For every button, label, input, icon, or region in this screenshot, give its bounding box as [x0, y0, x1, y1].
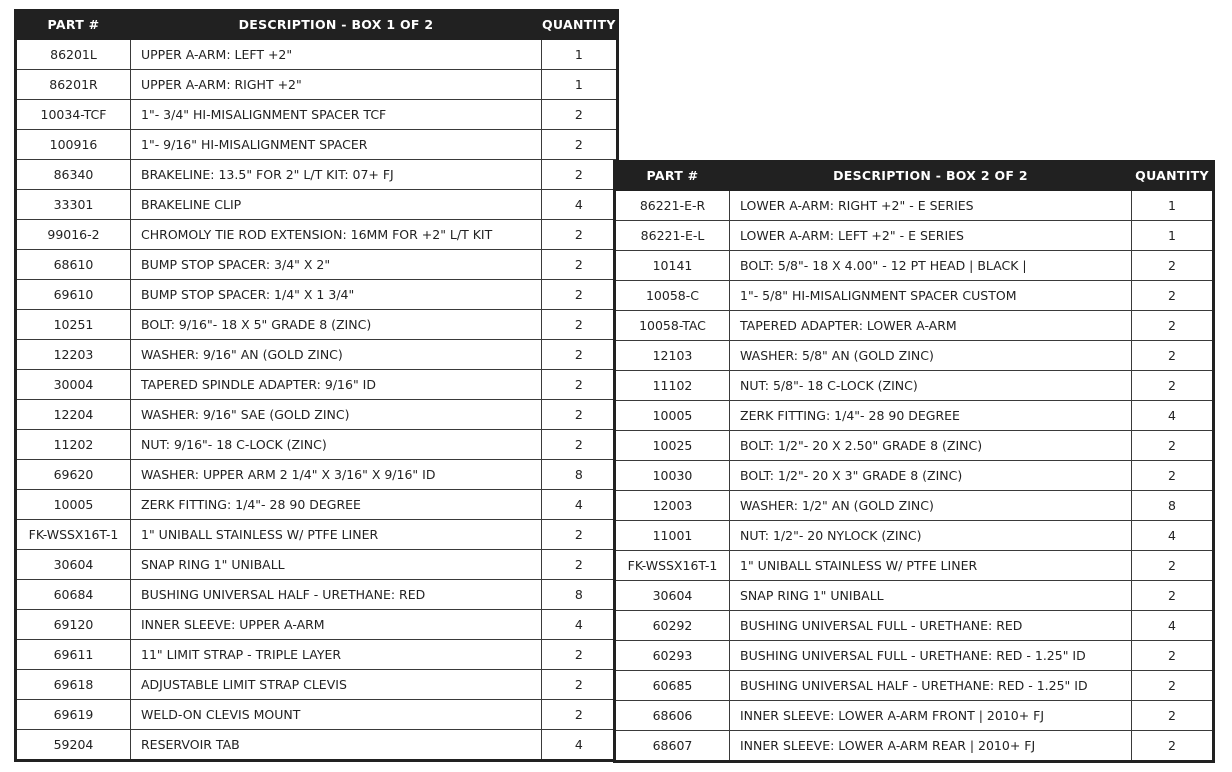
description-cell: BRAKELINE CLIP	[131, 190, 542, 220]
quantity-cell: 2	[1132, 581, 1214, 611]
quantity-cell: 2	[1132, 461, 1214, 491]
description-cell: RESERVOIR TAB	[131, 730, 542, 761]
part-number-cell: 12003	[615, 491, 730, 521]
table-row	[615, 461, 1214, 491]
description-cell: UPPER A-ARM: LEFT +2"	[131, 40, 542, 70]
table-row	[615, 311, 1214, 341]
description-cell: INNER SLEEVE: LOWER A-ARM FRONT | 2010+ FJ	[730, 701, 1132, 731]
quantity-cell: 2	[542, 340, 618, 370]
table-row	[615, 491, 1214, 521]
table-row	[16, 730, 618, 761]
quantity-cell: 2	[1132, 641, 1214, 671]
table-row	[615, 281, 1214, 311]
part-number-cell: FK-WSSX16T-1	[615, 551, 730, 581]
column-header-quantity: QUANTITY	[1132, 161, 1214, 191]
part-number-cell: 10034-TCF	[16, 100, 131, 130]
description-cell: BUSHING UNIVERSAL FULL - URETHANE: RED - 1.25" ID	[730, 641, 1132, 671]
description-cell: BUSHING UNIVERSAL FULL - URETHANE: RED	[730, 611, 1132, 641]
part-number-cell: 99016-2	[16, 220, 131, 250]
table-row	[615, 341, 1214, 371]
part-number-cell: 69610	[16, 280, 131, 310]
part-number-cell: 100916	[16, 130, 131, 160]
part-number-cell: 69611	[16, 640, 131, 670]
part-number-cell: 86340	[16, 160, 131, 190]
part-number-cell: 12103	[615, 341, 730, 371]
table-row	[615, 581, 1214, 611]
column-header-description: DESCRIPTION - BOX 1 OF 2	[131, 10, 542, 40]
description-cell: NUT: 1/2"- 20 NYLOCK (ZINC)	[730, 521, 1132, 551]
table-row	[16, 520, 618, 550]
description-cell: BUSHING UNIVERSAL HALF - URETHANE: RED	[131, 580, 542, 610]
part-number-cell: 68610	[16, 250, 131, 280]
description-cell: 1"- 9/16" HI-MISALIGNMENT SPACER	[131, 130, 542, 160]
table-row	[16, 580, 618, 610]
table-row	[615, 371, 1214, 401]
quantity-cell: 2	[542, 130, 618, 160]
part-number-cell: 69620	[16, 460, 131, 490]
part-number-cell: 69618	[16, 670, 131, 700]
description-cell: ZERK FITTING: 1/4"- 28 90 DEGREE	[131, 490, 542, 520]
quantity-cell: 2	[542, 550, 618, 580]
column-header-part: PART #	[16, 10, 131, 40]
description-cell: BOLT: 1/2"- 20 X 3" GRADE 8 (ZINC)	[730, 461, 1132, 491]
table-row	[615, 521, 1214, 551]
quantity-cell: 2	[542, 520, 618, 550]
description-cell: BUMP STOP SPACER: 1/4" X 1 3/4"	[131, 280, 542, 310]
part-number-cell: 11001	[615, 521, 730, 551]
description-cell: LOWER A-ARM: RIGHT +2" - E SERIES	[730, 191, 1132, 221]
quantity-cell: 4	[542, 190, 618, 220]
quantity-cell: 2	[542, 370, 618, 400]
column-header-quantity: QUANTITY	[542, 10, 618, 40]
description-cell: 11" LIMIT STRAP - TRIPLE LAYER	[131, 640, 542, 670]
table-row	[16, 550, 618, 580]
part-number-cell: 10058-C	[615, 281, 730, 311]
table-row	[615, 251, 1214, 281]
description-cell: UPPER A-ARM: RIGHT +2"	[131, 70, 542, 100]
description-cell: BOLT: 5/8"- 18 X 4.00" - 12 PT HEAD | BLACK |	[730, 251, 1132, 281]
part-number-cell: 60292	[615, 611, 730, 641]
description-cell: 1" UNIBALL STAINLESS W/ PTFE LINER	[730, 551, 1132, 581]
description-cell: 1"- 5/8" HI-MISALIGNMENT SPACER CUSTOM	[730, 281, 1132, 311]
table-row	[16, 370, 618, 400]
quantity-cell: 2	[542, 160, 618, 190]
table-row	[615, 611, 1214, 641]
table-row	[16, 190, 618, 220]
part-number-cell: 10005	[615, 401, 730, 431]
part-number-cell: 59204	[16, 730, 131, 761]
description-cell: SNAP RING 1" UNIBALL	[131, 550, 542, 580]
description-cell: TAPERED SPINDLE ADAPTER: 9/16" ID	[131, 370, 542, 400]
description-cell: SNAP RING 1" UNIBALL	[730, 581, 1132, 611]
quantity-cell: 2	[542, 280, 618, 310]
part-number-cell: 10141	[615, 251, 730, 281]
description-cell: 1" UNIBALL STAINLESS W/ PTFE LINER	[131, 520, 542, 550]
quantity-cell: 1	[542, 70, 618, 100]
part-number-cell: 10251	[16, 310, 131, 340]
quantity-cell: 4	[542, 490, 618, 520]
table-row	[615, 431, 1214, 461]
part-number-cell: 30604	[16, 550, 131, 580]
part-number-cell: 12203	[16, 340, 131, 370]
part-number-cell: 68606	[615, 701, 730, 731]
quantity-cell: 1	[542, 40, 618, 70]
part-number-cell: 10030	[615, 461, 730, 491]
table-row	[16, 160, 618, 190]
table-row	[16, 430, 618, 460]
table-header-row	[615, 161, 1214, 191]
parts-table-box-2	[613, 160, 1215, 763]
quantity-cell: 2	[1132, 671, 1214, 701]
part-number-cell: 69120	[16, 610, 131, 640]
part-number-cell: FK-WSSX16T-1	[16, 520, 131, 550]
table-row	[615, 731, 1214, 762]
quantity-cell: 8	[542, 580, 618, 610]
part-number-cell: 86201R	[16, 70, 131, 100]
part-number-cell: 11202	[16, 430, 131, 460]
quantity-cell: 2	[542, 220, 618, 250]
table-row	[16, 400, 618, 430]
table-row	[16, 100, 618, 130]
table-row	[615, 641, 1214, 671]
description-cell: BOLT: 1/2"- 20 X 2.50" GRADE 8 (ZINC)	[730, 431, 1132, 461]
table-row	[16, 220, 618, 250]
quantity-cell: 2	[1132, 371, 1214, 401]
table-row	[615, 221, 1214, 251]
table-row	[615, 401, 1214, 431]
table-row	[16, 460, 618, 490]
part-number-cell: 30004	[16, 370, 131, 400]
quantity-cell: 1	[1132, 191, 1214, 221]
description-cell: 1"- 3/4" HI-MISALIGNMENT SPACER TCF	[131, 100, 542, 130]
description-cell: ZERK FITTING: 1/4"- 28 90 DEGREE	[730, 401, 1132, 431]
quantity-cell: 2	[1132, 281, 1214, 311]
quantity-cell: 4	[542, 610, 618, 640]
description-cell: BOLT: 9/16"- 18 X 5" GRADE 8 (ZINC)	[131, 310, 542, 340]
quantity-cell: 2	[542, 100, 618, 130]
quantity-cell: 8	[1132, 491, 1214, 521]
quantity-cell: 2	[1132, 551, 1214, 581]
quantity-cell: 2	[542, 400, 618, 430]
description-cell: TAPERED ADAPTER: LOWER A-ARM	[730, 311, 1132, 341]
table-row	[16, 670, 618, 700]
description-cell: NUT: 5/8"- 18 C-LOCK (ZINC)	[730, 371, 1132, 401]
description-cell: WASHER: 9/16" SAE (GOLD ZINC)	[131, 400, 542, 430]
part-number-cell: 86201L	[16, 40, 131, 70]
table-row	[16, 280, 618, 310]
table-row	[16, 130, 618, 160]
table-row	[16, 340, 618, 370]
description-cell: ADJUSTABLE LIMIT STRAP CLEVIS	[131, 670, 542, 700]
table-row	[16, 610, 618, 640]
table-header-row	[16, 10, 618, 40]
table-row	[16, 70, 618, 100]
quantity-cell: 2	[542, 310, 618, 340]
part-number-cell: 60685	[615, 671, 730, 701]
quantity-cell: 2	[542, 670, 618, 700]
table-row	[16, 310, 618, 340]
quantity-cell: 1	[1132, 221, 1214, 251]
part-number-cell: 30604	[615, 581, 730, 611]
description-cell: INNER SLEEVE: LOWER A-ARM REAR | 2010+ FJ	[730, 731, 1132, 762]
part-number-cell: 60684	[16, 580, 131, 610]
table-row	[16, 250, 618, 280]
parts-table-box-1	[14, 9, 619, 762]
description-cell: INNER SLEEVE: UPPER A-ARM	[131, 610, 542, 640]
description-cell: BRAKELINE: 13.5" FOR 2" L/T KIT: 07+ FJ	[131, 160, 542, 190]
description-cell: CHROMOLY TIE ROD EXTENSION: 16MM FOR +2" L/T KIT	[131, 220, 542, 250]
part-number-cell: 10005	[16, 490, 131, 520]
part-number-cell: 10025	[615, 431, 730, 461]
table-row	[615, 551, 1214, 581]
quantity-cell: 2	[542, 250, 618, 280]
part-number-cell: 69619	[16, 700, 131, 730]
column-header-part: PART #	[615, 161, 730, 191]
quantity-cell: 2	[1132, 701, 1214, 731]
part-number-cell: 60293	[615, 641, 730, 671]
description-cell: NUT: 9/16"- 18 C-LOCK (ZINC)	[131, 430, 542, 460]
quantity-cell: 2	[1132, 251, 1214, 281]
table-row	[16, 40, 618, 70]
part-number-cell: 10058-TAC	[615, 311, 730, 341]
description-cell: LOWER A-ARM: LEFT +2" - E SERIES	[730, 221, 1132, 251]
quantity-cell: 4	[1132, 401, 1214, 431]
description-cell: BUSHING UNIVERSAL HALF - URETHANE: RED - 1.25" ID	[730, 671, 1132, 701]
part-number-cell: 86221-E-R	[615, 191, 730, 221]
part-number-cell: 33301	[16, 190, 131, 220]
quantity-cell: 2	[542, 430, 618, 460]
quantity-cell: 4	[542, 730, 618, 761]
description-cell: WASHER: 1/2" AN (GOLD ZINC)	[730, 491, 1132, 521]
table-row	[615, 701, 1214, 731]
quantity-cell: 2	[1132, 731, 1214, 762]
quantity-cell: 2	[542, 640, 618, 670]
part-number-cell: 68607	[615, 731, 730, 762]
quantity-cell: 2	[542, 700, 618, 730]
description-cell: WELD-ON CLEVIS MOUNT	[131, 700, 542, 730]
table-row	[16, 490, 618, 520]
description-cell: WASHER: 9/16" AN (GOLD ZINC)	[131, 340, 542, 370]
table-row	[615, 191, 1214, 221]
quantity-cell: 2	[1132, 311, 1214, 341]
part-number-cell: 86221-E-L	[615, 221, 730, 251]
part-number-cell: 12204	[16, 400, 131, 430]
quantity-cell: 8	[542, 460, 618, 490]
quantity-cell: 4	[1132, 521, 1214, 551]
column-header-description: DESCRIPTION - BOX 2 OF 2	[730, 161, 1132, 191]
quantity-cell: 4	[1132, 611, 1214, 641]
description-cell: WASHER: UPPER ARM 2 1/4" X 3/16" X 9/16" ID	[131, 460, 542, 490]
table-row	[615, 671, 1214, 701]
table-row	[16, 700, 618, 730]
description-cell: WASHER: 5/8" AN (GOLD ZINC)	[730, 341, 1132, 371]
description-cell: BUMP STOP SPACER: 3/4" X 2"	[131, 250, 542, 280]
part-number-cell: 11102	[615, 371, 730, 401]
quantity-cell: 2	[1132, 341, 1214, 371]
table-row	[16, 640, 618, 670]
quantity-cell: 2	[1132, 431, 1214, 461]
